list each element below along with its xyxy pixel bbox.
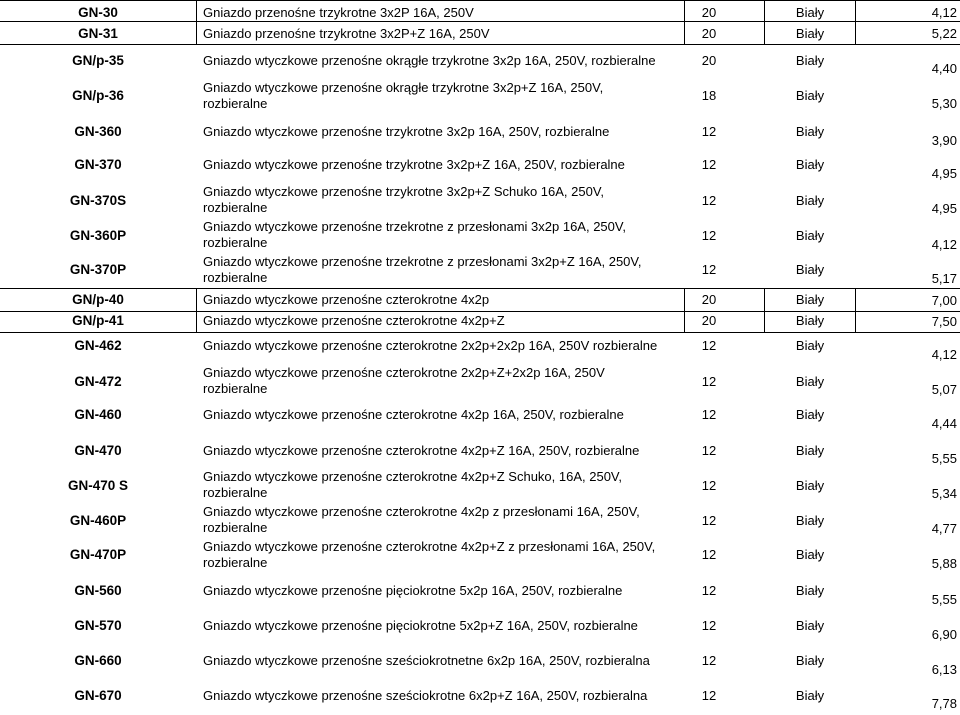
- product-price: 7,50: [931, 314, 957, 329]
- product-color: Biały: [795, 228, 825, 243]
- pack-quantity: 12: [701, 443, 717, 458]
- product-description: Gniazdo wtyczkowe przenośne trzekrotne z przesłonami 3x2p 16A, 250V, rozbieralne: [203, 219, 626, 250]
- pack-quantity: 20: [701, 313, 717, 328]
- product-price: 4,12: [931, 347, 957, 362]
- product-code: GN-360P: [69, 228, 127, 243]
- product-code: GN-30: [78, 5, 118, 20]
- product-description: Gniazdo wtyczkowe przenośne czterokrotne 4x2p: [203, 292, 490, 307]
- pack-quantity: 18: [701, 88, 717, 103]
- product-color: Biały: [795, 688, 825, 703]
- pack-quantity: 12: [701, 228, 717, 243]
- product-color: Biały: [795, 407, 825, 422]
- product-description: Gniazdo wtyczkowe przenośne okrągłe trzykrotne 3x2p+Z 16A, 250V, rozbieralne: [203, 80, 604, 111]
- product-color: Biały: [795, 443, 825, 458]
- product-description: Gniazdo wtyczkowe przenośne sześciokrotnetne 6x2p 16A, 250V, rozbieralna: [203, 653, 650, 668]
- product-price: 5,17: [931, 271, 957, 286]
- product-price: 4,95: [931, 201, 957, 216]
- product-description: Gniazdo wtyczkowe przenośne czterokrotne 2x2p+2x2p 16A, 250V rozbieralne: [203, 338, 658, 353]
- product-price: 5,55: [931, 592, 957, 607]
- product-description: Gniazdo wtyczkowe przenośne czterokrotne 4x2p+Z Schuko, 16A, 250V, rozbieralne: [203, 469, 623, 500]
- product-code: GN-370P: [69, 262, 127, 277]
- product-code: GN/p-35: [72, 53, 124, 68]
- pack-quantity: 12: [701, 547, 717, 562]
- product-code: GN/p-41: [72, 313, 124, 328]
- product-code: GN-470P: [69, 547, 127, 562]
- product-price: 5,88: [931, 556, 957, 571]
- product-price: 5,22: [931, 26, 957, 41]
- product-color: Biały: [795, 88, 825, 103]
- product-description: Gniazdo wtyczkowe przenośne czterokrotne 4x2p 16A, 250V, rozbieralne: [203, 407, 624, 422]
- pack-quantity: 12: [701, 583, 717, 598]
- product-color: Biały: [795, 124, 825, 139]
- product-code: GN/p-40: [72, 292, 124, 307]
- pack-quantity: 12: [701, 374, 717, 389]
- pack-quantity: 12: [701, 618, 717, 633]
- pack-quantity: 12: [701, 653, 717, 668]
- product-code: GN-370S: [69, 193, 127, 208]
- product-color: Biały: [795, 193, 825, 208]
- product-color: Biały: [795, 157, 825, 172]
- product-code: GN/p-36: [72, 88, 124, 103]
- product-price: 4,77: [931, 521, 957, 536]
- pack-quantity: 20: [701, 26, 717, 41]
- product-description: Gniazdo wtyczkowe przenośne trzekrotne z przesłonami 3x2p+Z 16A, 250V, rozbieralne: [203, 254, 642, 285]
- product-description: Gniazdo wtyczkowe przenośne czterokrotne 2x2p+Z+2x2p 16A, 250V rozbieralne: [203, 365, 605, 396]
- product-color: Biały: [795, 618, 825, 633]
- product-description: Gniazdo wtyczkowe przenośne czterokrotne 4x2p+Z z przesłonami 16A, 250V, rozbieralne: [203, 539, 656, 570]
- product-description: Gniazdo wtyczkowe przenośne czterokrotne 4x2p+Z 16A, 250V, rozbieralne: [203, 443, 640, 458]
- product-price: 5,07: [931, 382, 957, 397]
- product-price: 5,34: [931, 486, 957, 501]
- product-code: GN-470: [74, 443, 122, 458]
- product-description: Gniazdo wtyczkowe przenośne trzykrotne 3x2p 16A, 250V, rozbieralne: [203, 124, 610, 139]
- product-description: Gniazdo wtyczkowe przenośne pięciokrotne 5x2p 16A, 250V, rozbieralne: [203, 583, 623, 598]
- product-description: Gniazdo wtyczkowe przenośne okrągłe trzykrotne 3x2p 16A, 250V, rozbieralne: [203, 53, 656, 68]
- pack-quantity: 12: [701, 157, 717, 172]
- pack-quantity: 20: [701, 53, 717, 68]
- pack-quantity: 12: [701, 478, 717, 493]
- product-price: 7,78: [931, 696, 957, 711]
- product-description: Gniazdo wtyczkowe przenośne trzykrotne 3x2p+Z 16A, 250V, rozbieralne: [203, 157, 625, 172]
- product-code: GN-660: [74, 653, 122, 668]
- product-color: Biały: [795, 338, 825, 353]
- product-code: GN-360: [74, 124, 122, 139]
- product-color: Biały: [795, 5, 825, 20]
- product-description: Gniazdo wtyczkowe przenośne czterokrotne 4x2p+Z: [203, 313, 505, 328]
- pack-quantity: 12: [701, 124, 717, 139]
- product-price: 3,90: [931, 133, 957, 148]
- pack-quantity: 12: [701, 193, 717, 208]
- product-description: Gniazdo wtyczkowe przenośne sześciokrotne 6x2p+Z 16A, 250V, rozbieralna: [203, 688, 648, 703]
- product-color: Biały: [795, 374, 825, 389]
- product-price: 4,40: [931, 61, 957, 76]
- product-color: Biały: [795, 513, 825, 528]
- product-description: Gniazdo wtyczkowe przenośne trzykrotne 3x2p+Z Schuko 16A, 250V, rozbieralne: [203, 184, 604, 215]
- product-code: GN-460P: [69, 513, 127, 528]
- product-price: 5,55: [931, 451, 957, 466]
- product-code: GN-470 S: [67, 478, 129, 493]
- pack-quantity: 12: [701, 407, 717, 422]
- product-price: 5,30: [931, 96, 957, 111]
- product-price: 7,00: [931, 293, 957, 308]
- product-color: Biały: [795, 583, 825, 598]
- product-description: Gniazdo wtyczkowe przenośne pięciokrotne 5x2p+Z 16A, 250V, rozbieralne: [203, 618, 638, 633]
- pack-quantity: 12: [701, 338, 717, 353]
- product-description: Gniazdo przenośne trzykrotne 3x2P 16A, 250V: [203, 5, 474, 20]
- product-code: GN-462: [74, 338, 122, 353]
- product-code: GN-31: [78, 26, 118, 41]
- product-code: GN-472: [74, 374, 122, 389]
- product-description: Gniazdo przenośne trzykrotne 3x2P+Z 16A, 250V: [203, 26, 490, 41]
- pack-quantity: 20: [701, 292, 717, 307]
- pack-quantity: 12: [701, 688, 717, 703]
- product-price: 6,13: [931, 662, 957, 677]
- pack-quantity: 12: [701, 262, 717, 277]
- product-color: Biały: [795, 26, 825, 41]
- product-code: GN-460: [74, 407, 122, 422]
- product-color: Biały: [795, 262, 825, 277]
- product-price: 4,12: [931, 5, 957, 20]
- pack-quantity: 12: [701, 513, 717, 528]
- product-color: Biały: [795, 547, 825, 562]
- product-price: 6,90: [931, 627, 957, 642]
- product-color: Biały: [795, 478, 825, 493]
- product-color: Biały: [795, 653, 825, 668]
- product-code: GN-560: [74, 583, 122, 598]
- product-description: Gniazdo wtyczkowe przenośne czterokrotne 4x2p z przesłonami 16A, 250V, rozbieralne: [203, 504, 640, 535]
- product-color: Biały: [795, 313, 825, 328]
- product-code: GN-570: [74, 618, 122, 633]
- product-price: 4,44: [931, 416, 957, 431]
- product-price: 4,95: [931, 166, 957, 181]
- product-price: 4,12: [931, 237, 957, 252]
- product-code: GN-370: [74, 157, 122, 172]
- product-color: Biały: [795, 53, 825, 68]
- product-code: GN-670: [74, 688, 122, 703]
- product-color: Biały: [795, 292, 825, 307]
- pack-quantity: 20: [701, 5, 717, 20]
